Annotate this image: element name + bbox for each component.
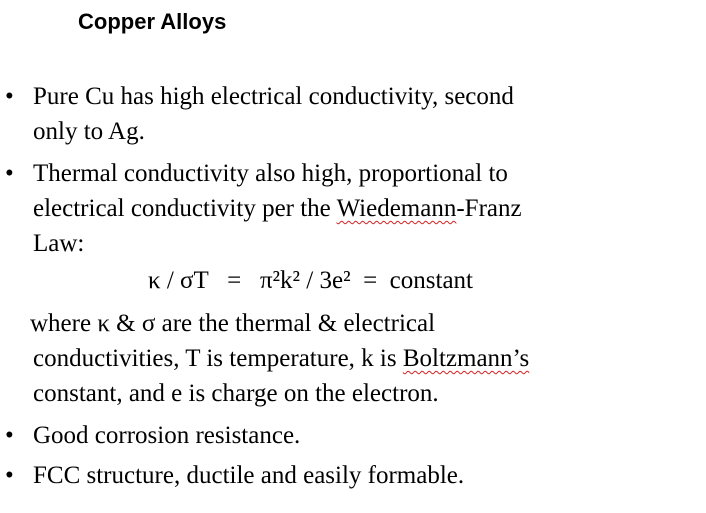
spellcheck-word: Boltzmann’s	[402, 345, 530, 372]
bullet-icon: •	[5, 462, 14, 489]
text-line: constant, and e is charge on the electron.	[33, 380, 439, 407]
text-fragment: conductivities, T is temperature, k is	[33, 345, 403, 372]
text-line: Thermal conductivity also high, proportional to	[33, 160, 508, 187]
equation-explanation	[30, 306, 435, 341]
bullet-item-corrosion	[33, 418, 300, 453]
bullet-icon: •	[5, 422, 14, 449]
text-line: Good corrosion resistance.	[33, 422, 301, 449]
bullet-icon: •	[5, 160, 14, 187]
text-line: Pure Cu has high electrical conductivity, second	[33, 83, 514, 110]
bullet-icon: •	[5, 83, 14, 110]
text-line: Law:	[33, 230, 85, 257]
equation-explanation-continued	[33, 341, 529, 411]
text-line	[33, 191, 522, 226]
text-line: where κ & σ are the thermal & electrical	[30, 310, 436, 337]
text-line: FCC structure, ductile and easily formable.	[33, 462, 465, 489]
text-fragment: electrical conductivity per the	[33, 195, 337, 222]
bullet-item-fcc	[33, 458, 464, 493]
text-fragment: -Franz	[456, 195, 522, 222]
spellcheck-word: Wiedemann	[336, 195, 457, 222]
text-line	[33, 341, 529, 376]
equation: κ / σT = π²k² / 3e² = constant	[148, 267, 473, 294]
slide-title: Copper Alloys	[78, 9, 227, 34]
bullet-item-pure-cu	[33, 79, 514, 149]
text-line: only to Ag.	[33, 118, 145, 145]
bullet-item-thermal-conductivity	[33, 156, 522, 261]
